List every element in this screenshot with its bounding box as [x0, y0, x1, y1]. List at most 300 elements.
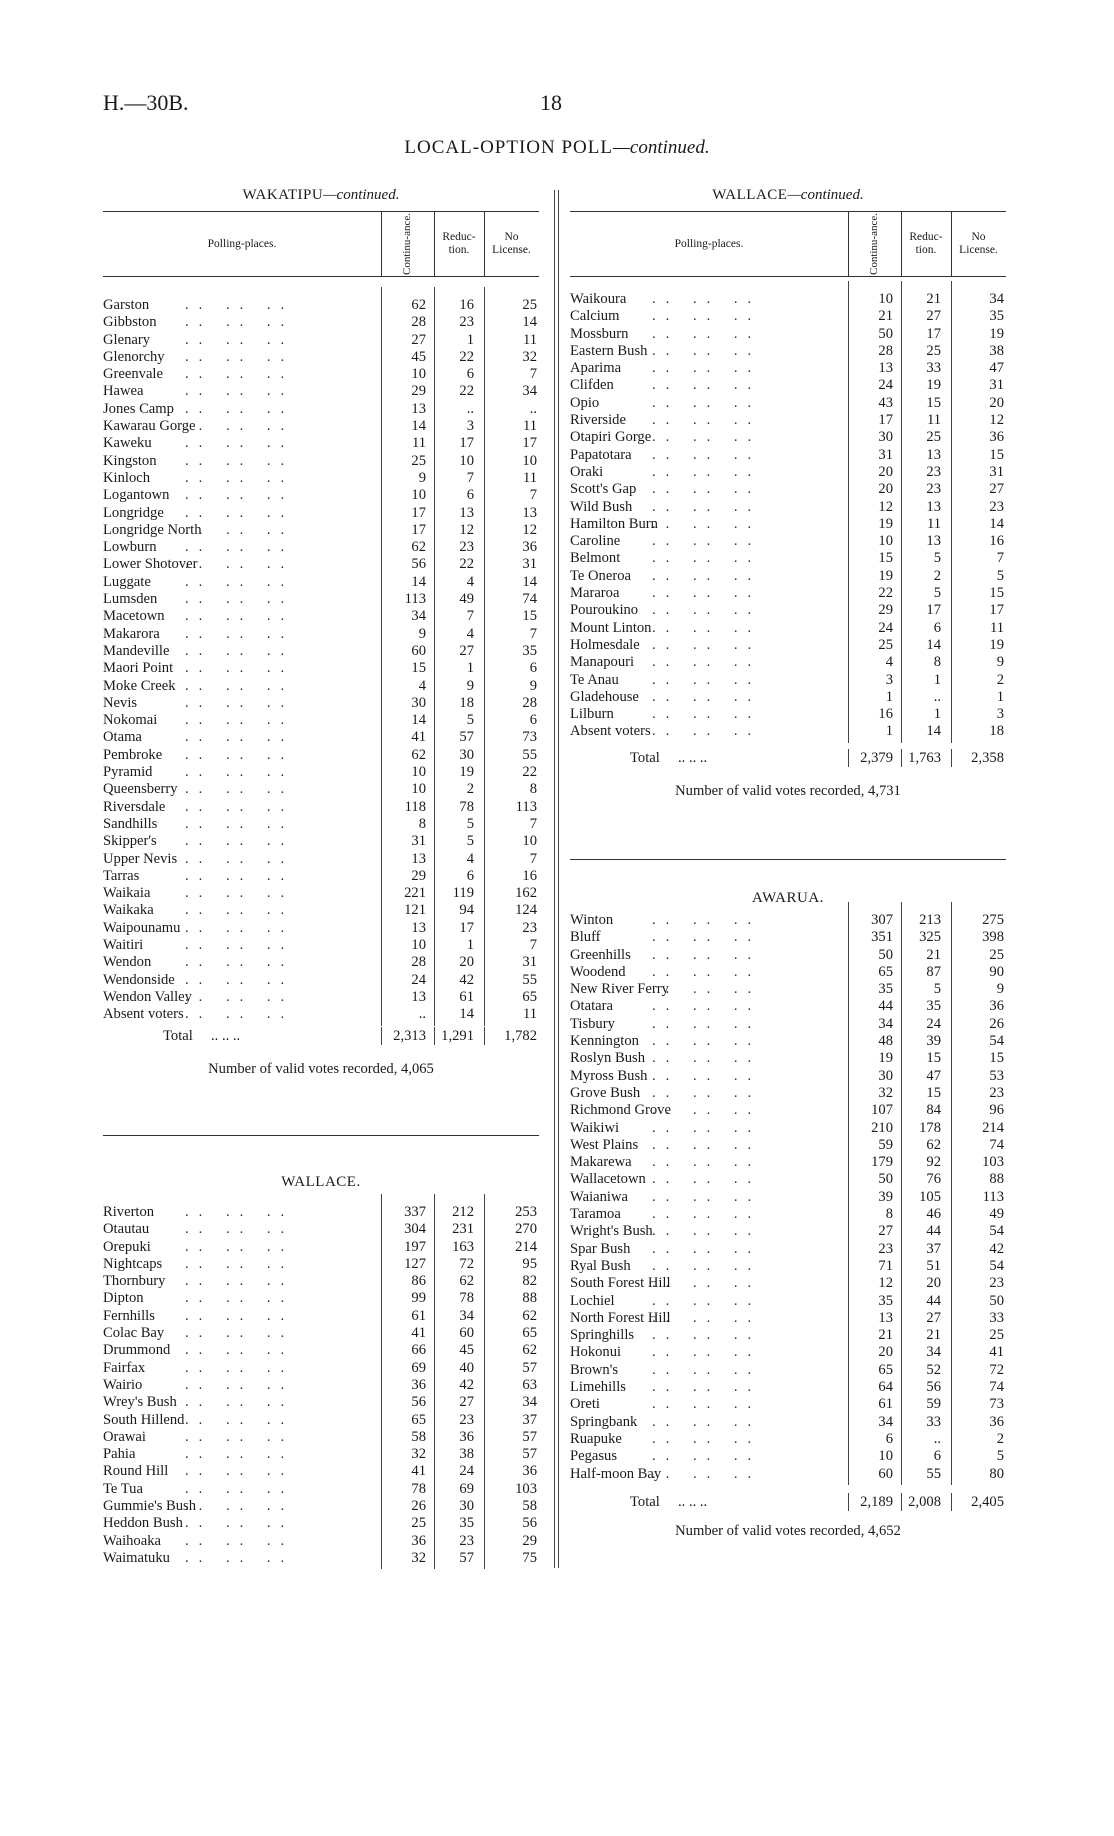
- cell-reduction: 60: [459, 1325, 474, 1342]
- header-no-license: No License.: [492, 231, 531, 256]
- cell-no-license: 14: [522, 573, 537, 590]
- table-row: [570, 1466, 1006, 1483]
- leader-dots: .. .. ..: [185, 331, 295, 348]
- cell-no-license: 3: [996, 706, 1004, 723]
- table-row: [103, 937, 539, 954]
- leader-dots: .. .. ..: [652, 533, 762, 550]
- cell-continuance: 50: [878, 1171, 893, 1188]
- cell-continuance: 127: [404, 1255, 426, 1272]
- cell-reduction: 23: [459, 314, 474, 331]
- wallace-continued-table: [570, 291, 1006, 741]
- total-label: Total: [630, 1493, 660, 1510]
- cell-no-license: 35: [989, 308, 1004, 325]
- leader-dots: .. .. ..: [652, 654, 762, 671]
- right-column: [570, 175, 1006, 1575]
- table-row: [103, 712, 539, 729]
- cell-no-license: 25: [989, 1327, 1004, 1344]
- cell-continuance: 31: [878, 446, 893, 463]
- polling-place-name: Upper Nevis: [103, 850, 178, 867]
- leader-dots: .. .. ..: [652, 1067, 762, 1084]
- polling-place-name: Pahia: [103, 1446, 136, 1463]
- cell-no-license: 65: [522, 1325, 537, 1342]
- table-column-rule: [381, 287, 382, 1026]
- cell-continuance: 17: [411, 504, 426, 521]
- cell-no-license: 38: [989, 342, 1004, 359]
- cell-continuance: 9: [418, 469, 426, 486]
- cell-continuance: 13: [411, 919, 426, 936]
- table-row: [570, 1085, 1006, 1102]
- cell-reduction: 23: [926, 481, 941, 498]
- cell-reduction: 22: [459, 556, 474, 573]
- cell-reduction: 87: [926, 963, 941, 980]
- total-column-rule: [381, 1027, 382, 1045]
- leader-dots: .. .. ..: [185, 1221, 295, 1238]
- cell-reduction: 59: [926, 1396, 941, 1413]
- cell-no-license: 25: [522, 297, 537, 313]
- cell-continuance: 19: [878, 567, 893, 584]
- cell-continuance: 1: [885, 688, 893, 705]
- cell-no-license: 11: [989, 619, 1004, 636]
- cell-continuance: 15: [878, 550, 893, 567]
- cell-no-license: 57: [522, 1359, 537, 1376]
- cell-continuance: 113: [404, 591, 426, 608]
- leader-dots: .. .. ..: [652, 619, 762, 636]
- cell-continuance: 41: [411, 729, 426, 746]
- leader-dots: .. .. ..: [185, 885, 295, 902]
- table-row: [570, 1379, 1006, 1396]
- polling-place-name: Greenvale: [103, 366, 163, 383]
- document-reference: H.—30B.: [103, 90, 189, 115]
- leader-dots: .. .. ..: [652, 1396, 762, 1413]
- cell-reduction: 30: [459, 746, 474, 763]
- leader-dots: .. .. ..: [652, 1171, 762, 1188]
- cell-reduction: 92: [926, 1154, 941, 1171]
- cell-no-license: 36: [522, 1463, 537, 1480]
- cell-no-license: 65: [522, 988, 537, 1005]
- cell-reduction: 25: [926, 342, 941, 359]
- cell-continuance: 62: [411, 539, 426, 556]
- leader-dots: .. .. ..: [652, 377, 762, 394]
- leader-dots: .. .. ..: [652, 1240, 762, 1257]
- polling-place-name: Clifden: [570, 377, 614, 394]
- cell-no-license: 7: [529, 366, 537, 383]
- cell-no-license: 253: [515, 1204, 537, 1220]
- cell-continuance: 32: [878, 1084, 893, 1101]
- leader-dots: .. .. ..: [652, 912, 762, 928]
- header-column-rule: [848, 212, 849, 276]
- leader-dots: .. .. ..: [185, 1515, 295, 1532]
- polling-place-name: Skipper's: [103, 833, 157, 850]
- leader-dots: .. .. ..: [185, 521, 295, 538]
- leader-dots: .. .. ..: [185, 902, 295, 919]
- table-row: [570, 343, 1006, 360]
- polling-place-name: West Plains: [570, 1136, 639, 1153]
- cell-continuance: 62: [411, 746, 426, 763]
- cell-no-license: 398: [982, 929, 1004, 946]
- polling-place-name: Te Anau: [570, 671, 619, 688]
- leader-dots: .. .. ..: [652, 1015, 762, 1032]
- table-row: [570, 912, 1006, 929]
- cell-continuance: 14: [411, 418, 426, 435]
- polling-place-name: Absent voters: [570, 723, 651, 740]
- table-row: [103, 1360, 539, 1377]
- table-row: [103, 591, 539, 608]
- table-row: [570, 1396, 1006, 1413]
- cell-no-license: 20: [989, 394, 1004, 411]
- cell-reduction: 55: [926, 1465, 941, 1482]
- cell-reduction: 33: [926, 360, 941, 377]
- polling-place-name: Wrey's Bush: [103, 1394, 177, 1411]
- cell-continuance: 10: [411, 366, 426, 383]
- cell-continuance: 14: [411, 573, 426, 590]
- cell-reduction: 35: [459, 1515, 474, 1532]
- polling-place-name: Hawea: [103, 383, 144, 400]
- header-column-rule: [434, 212, 435, 276]
- wakatipu-section: [103, 175, 539, 1081]
- header-continuance: [381, 212, 434, 276]
- leader-dots: .. .. ..: [652, 515, 762, 532]
- polling-place-name: Waikaka: [103, 902, 154, 919]
- table-row: [570, 706, 1006, 723]
- table-row: [103, 1481, 539, 1498]
- polling-place-name: Wairio: [103, 1376, 143, 1393]
- cell-continuance: 29: [878, 602, 893, 619]
- cell-reduction: 27: [459, 1394, 474, 1411]
- cell-no-license: 10: [522, 452, 537, 469]
- leader-dots: .. .. ..: [185, 1342, 295, 1359]
- cell-no-license: 23: [989, 1275, 1004, 1292]
- table-row: [570, 637, 1006, 654]
- leader-dots: .. .. ..: [678, 749, 708, 766]
- table-row: [570, 1414, 1006, 1431]
- leader-dots: .. .. ..: [652, 1361, 762, 1378]
- table-row: [103, 1515, 539, 1532]
- cell-continuance: 13: [411, 850, 426, 867]
- polling-place-name: Mossburn: [570, 325, 629, 342]
- leader-dots: .. .. ..: [652, 1430, 762, 1447]
- leader-dots: .. .. ..: [652, 1084, 762, 1101]
- table-row: [103, 1006, 539, 1023]
- table-row: [103, 1342, 539, 1359]
- table-row: [103, 418, 539, 435]
- leader-dots: .. .. ..: [652, 1292, 762, 1309]
- cell-reduction: 46: [926, 1206, 941, 1223]
- cell-reduction: 16: [459, 297, 474, 313]
- header-continuance-label: Continu-ance.: [868, 212, 880, 275]
- cell-no-license: 57: [522, 1446, 537, 1463]
- cell-no-license: 16: [989, 533, 1004, 550]
- cell-continuance: 61: [411, 1307, 426, 1324]
- cell-no-license: 5: [996, 567, 1004, 584]
- cell-no-license: 58: [522, 1498, 537, 1515]
- leader-dots: .. .. ..: [185, 504, 295, 521]
- wallace-continued-section: [570, 175, 1006, 803]
- polling-place-name: Winton: [570, 912, 614, 928]
- cell-reduction: 5: [933, 981, 941, 998]
- cell-no-license: 53: [989, 1067, 1004, 1084]
- cell-continuance: 14: [411, 712, 426, 729]
- leader-dots: .. .. ..: [652, 636, 762, 653]
- cell-no-license: 12: [989, 412, 1004, 429]
- header-reduction: Reduc-tion.: [909, 231, 943, 256]
- cell-no-license: 19: [989, 325, 1004, 342]
- leader-dots: .. .. ..: [652, 291, 762, 307]
- polling-place-name: Thornbury: [103, 1273, 166, 1290]
- cell-no-license: 14: [989, 515, 1004, 532]
- table-row: [103, 833, 539, 850]
- leader-dots: .. .. ..: [652, 1257, 762, 1274]
- leader-dots: .. .. ..: [185, 1549, 295, 1566]
- table-row: [570, 1171, 1006, 1188]
- table-row: [570, 1189, 1006, 1206]
- polling-place-name: Waitiri: [103, 936, 144, 953]
- table-row: [570, 429, 1006, 446]
- cell-continuance: 21: [878, 308, 893, 325]
- total-no-license: 1,782: [504, 1028, 537, 1045]
- total-reduction: 1,291: [441, 1028, 474, 1045]
- awarua-title: AWARUA.: [752, 890, 824, 906]
- table-column-rule: [484, 1194, 485, 1569]
- table-column-rule: [951, 281, 952, 743]
- cell-continuance: 27: [878, 1223, 893, 1240]
- leader-dots: .. .. ..: [185, 815, 295, 832]
- cell-no-license: 82: [522, 1273, 537, 1290]
- leader-dots: .. .. ..: [185, 1480, 295, 1497]
- wallace-continued-title: [570, 183, 1006, 207]
- cell-no-license: 73: [989, 1396, 1004, 1413]
- polling-place-name: Wild Bush: [570, 498, 633, 515]
- leader-dots: .. .. ..: [652, 1188, 762, 1205]
- table-row: [570, 1033, 1006, 1050]
- table-row: [103, 851, 539, 868]
- table-column-rule: [484, 287, 485, 1026]
- leader-dots: .. .. ..: [185, 1446, 295, 1463]
- cell-no-license: 17: [522, 435, 537, 452]
- cell-continuance: 4: [418, 677, 426, 694]
- leader-dots: .. .. ..: [652, 429, 762, 446]
- wallace-continued-total-row: [570, 745, 1006, 771]
- cell-continuance: 59: [878, 1136, 893, 1153]
- polling-place-name: Aparima: [570, 360, 622, 377]
- leader-dots: .. .. ..: [652, 394, 762, 411]
- total-column-rule: [434, 1027, 435, 1045]
- polling-place-name: Lowburn: [103, 539, 157, 556]
- cell-continuance: 41: [411, 1325, 426, 1342]
- cell-reduction: 1: [933, 671, 941, 688]
- leader-dots: .. .. ..: [652, 585, 762, 602]
- awarua-section: [570, 859, 1006, 1543]
- leader-dots: .. .. ..: [652, 1119, 762, 1136]
- cell-reduction: 163: [452, 1238, 474, 1255]
- cell-no-license: 15: [989, 446, 1004, 463]
- polling-place-name: Half-moon Bay: [570, 1465, 662, 1482]
- cell-no-license: 54: [989, 1033, 1004, 1050]
- cell-reduction: ..: [933, 1430, 941, 1447]
- wallace-table: [103, 1204, 539, 1567]
- cell-continuance: 24: [878, 377, 893, 394]
- table-row: [570, 1016, 1006, 1033]
- cell-reduction: 11: [926, 412, 941, 429]
- total-column-rule: [484, 1027, 485, 1045]
- cell-reduction: 15: [926, 394, 941, 411]
- polling-place-name: Opio: [570, 394, 600, 411]
- wallace-section: [103, 1135, 539, 1567]
- table-row: [570, 672, 1006, 689]
- cell-continuance: 44: [878, 998, 893, 1015]
- polling-place-name: Waimatuku: [103, 1549, 170, 1566]
- cell-continuance: 25: [878, 636, 893, 653]
- polling-place-name: Longridge: [103, 504, 164, 521]
- table-row: [570, 723, 1006, 740]
- cell-continuance: 45: [411, 348, 426, 365]
- polling-place-name: Pouroukino: [570, 602, 639, 619]
- polling-place-name: Dipton: [103, 1290, 144, 1307]
- polling-place-name: Brown's: [570, 1361, 619, 1378]
- cell-no-license: 74: [989, 1136, 1004, 1153]
- cell-continuance: 118: [404, 798, 426, 815]
- polling-place-name: Nightcaps: [103, 1255, 163, 1272]
- leader-dots: .. .. ..: [211, 1028, 241, 1045]
- cell-reduction: 40: [459, 1359, 474, 1376]
- cell-reduction: 17: [459, 919, 474, 936]
- table-row: [570, 1068, 1006, 1085]
- polling-place-name: Lilburn: [570, 706, 614, 723]
- table-row: [103, 816, 539, 833]
- cell-no-license: 31: [989, 463, 1004, 480]
- cell-reduction: 19: [926, 377, 941, 394]
- cell-no-license: 11: [522, 469, 537, 486]
- table-row: [103, 660, 539, 677]
- cell-no-license: 96: [989, 1102, 1004, 1119]
- cell-no-license: 36: [989, 429, 1004, 446]
- polling-place-name: Roslyn Bush: [570, 1050, 646, 1067]
- cell-reduction: 1: [466, 936, 474, 953]
- cell-continuance: 31: [411, 833, 426, 850]
- cell-reduction: 72: [459, 1255, 474, 1272]
- table-row: [570, 1223, 1006, 1240]
- leader-dots: .. .. ..: [185, 677, 295, 694]
- table-row: [103, 366, 539, 383]
- leader-dots: .. .. ..: [652, 1379, 762, 1396]
- table-column-rule: [901, 902, 902, 1485]
- cell-no-license: 214: [515, 1238, 537, 1255]
- cell-reduction: 6: [466, 867, 474, 884]
- cell-reduction: 94: [459, 902, 474, 919]
- cell-reduction: 8: [933, 654, 941, 671]
- cell-no-license: 32: [522, 348, 537, 365]
- polling-place-name: Otapiri Gorge: [570, 429, 652, 446]
- cell-no-license: 14: [522, 314, 537, 331]
- polling-place-name: Oreti: [570, 1396, 600, 1413]
- header-reduction: Reduc-tion.: [442, 231, 476, 256]
- cell-no-license: 80: [989, 1465, 1004, 1482]
- cell-reduction: 6: [933, 619, 941, 636]
- leader-dots: .. .. ..: [652, 446, 762, 463]
- cell-reduction: 14: [926, 723, 941, 740]
- table-row: [103, 678, 539, 695]
- polling-place-name: Longridge North: [103, 521, 202, 538]
- cell-continuance: 30: [878, 429, 893, 446]
- polling-place-name: Round Hill: [103, 1463, 169, 1480]
- cell-continuance: 179: [871, 1154, 893, 1171]
- cell-continuance: 12: [878, 498, 893, 515]
- page-number: 18: [540, 90, 562, 115]
- cell-continuance: 65: [878, 1361, 893, 1378]
- leader-dots: .. .. ..: [185, 1255, 295, 1272]
- leader-dots: .. .. ..: [652, 1223, 762, 1240]
- table-row: [103, 1550, 539, 1567]
- table-row: [103, 626, 539, 643]
- table-row: [570, 360, 1006, 377]
- cell-continuance: 41: [411, 1463, 426, 1480]
- table-row: [103, 954, 539, 971]
- polling-place-name: Mandeville: [103, 642, 170, 659]
- wakatipu-total-row: [103, 1023, 539, 1049]
- cell-continuance: 35: [878, 1292, 893, 1309]
- cell-continuance: 351: [871, 929, 893, 946]
- leader-dots: .. .. ..: [652, 342, 762, 359]
- wakatipu-title-main: WAKATIPU: [242, 187, 324, 203]
- polling-place-name: South Forest Hill: [570, 1275, 671, 1292]
- wallace-continued-title-suffix: —continued.: [787, 187, 864, 203]
- cell-no-license: 9: [529, 677, 537, 694]
- cell-continuance: 32: [411, 1446, 426, 1463]
- cell-no-license: 9: [996, 654, 1004, 671]
- polling-place-name: Spar Bush: [570, 1240, 631, 1257]
- cell-continuance: 25: [411, 1515, 426, 1532]
- polling-place-name: Kingston: [103, 452, 157, 469]
- cell-no-license: 88: [522, 1290, 537, 1307]
- polling-place-name: Bluff: [570, 929, 601, 946]
- cell-no-license: 15: [989, 1050, 1004, 1067]
- cell-continuance: 56: [411, 1394, 426, 1411]
- polling-place-name: North Forest Hill: [570, 1309, 671, 1326]
- cell-reduction: 1: [466, 660, 474, 677]
- cell-continuance: 17: [411, 521, 426, 538]
- table-row: [103, 1325, 539, 1342]
- leader-dots: .. .. ..: [652, 567, 762, 584]
- table-row: [570, 585, 1006, 602]
- cell-no-license: 29: [522, 1532, 537, 1549]
- total-reduction: 1,763: [908, 749, 941, 766]
- leader-dots: .. .. ..: [185, 729, 295, 746]
- wakatipu-valid-votes: Number of valid votes recorded, 4,065: [208, 1061, 434, 1078]
- cell-continuance: 4: [885, 654, 893, 671]
- cell-no-license: 15: [522, 608, 537, 625]
- cell-continuance: 16: [878, 706, 893, 723]
- polling-place-name: Kennington: [570, 1033, 639, 1050]
- leader-dots: .. .. ..: [185, 988, 295, 1005]
- table-row: [103, 1256, 539, 1273]
- cell-reduction: 3: [466, 418, 474, 435]
- table-row: [570, 516, 1006, 533]
- cell-continuance: 3: [885, 671, 893, 688]
- cell-continuance: 99: [411, 1290, 426, 1307]
- cell-reduction: 22: [459, 383, 474, 400]
- table-column-rule: [848, 281, 849, 743]
- polling-place-name: Luggate: [103, 573, 151, 590]
- table-row: [570, 1050, 1006, 1067]
- cell-reduction: 37: [926, 1240, 941, 1257]
- cell-no-license: 6: [529, 660, 537, 677]
- leader-dots: .. .. ..: [652, 1327, 762, 1344]
- leader-dots: .. .. ..: [185, 1394, 295, 1411]
- cell-continuance: 28: [878, 342, 893, 359]
- cell-no-license: 54: [989, 1223, 1004, 1240]
- cell-continuance: 69: [411, 1359, 426, 1376]
- cell-continuance: 11: [411, 435, 426, 452]
- cell-no-license: 8: [529, 781, 537, 798]
